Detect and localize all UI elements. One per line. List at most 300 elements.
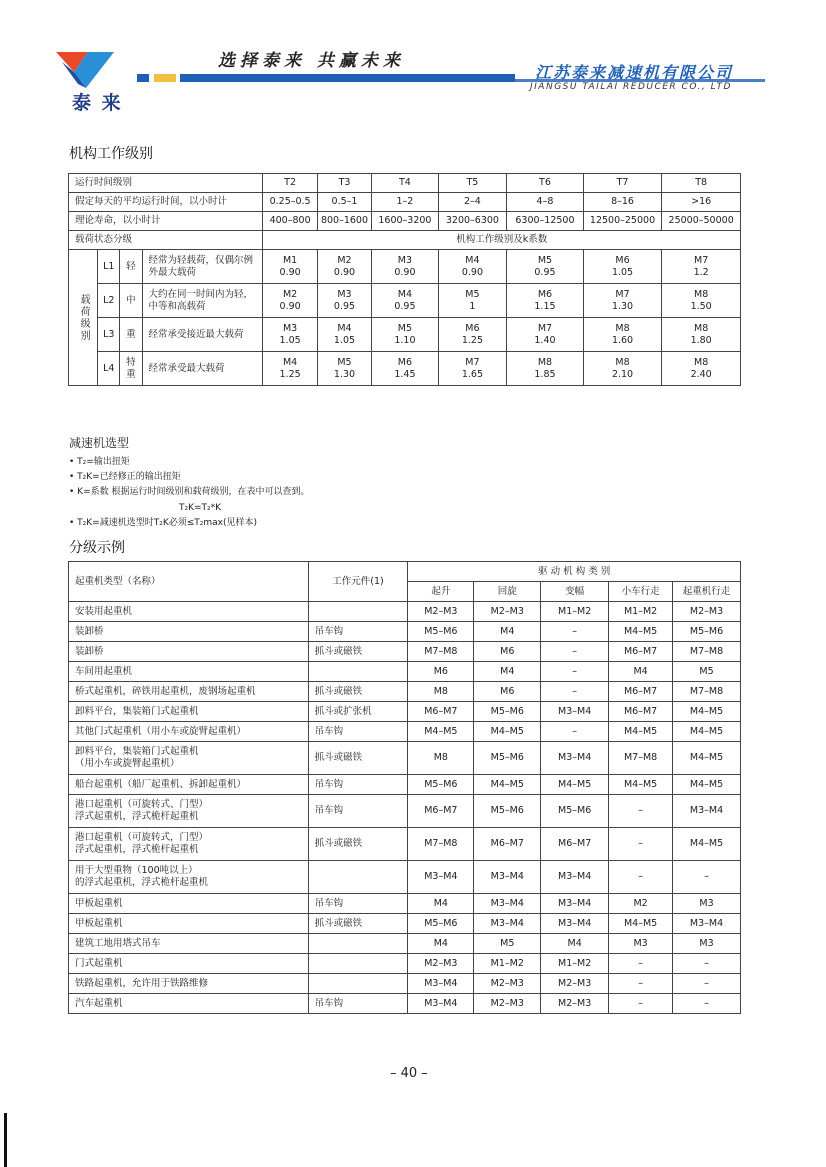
mechanism-class: M5 (337, 356, 352, 368)
work-element: 抓斗或磁铁 (308, 642, 408, 662)
table-cell: M6–M7 (408, 795, 474, 828)
table-cell: M1–M2 (474, 954, 541, 974)
table-row (69, 795, 741, 828)
crane-type: 铁路起重机，允许用于铁路维修 (69, 974, 309, 994)
class-k-cell (263, 284, 317, 318)
k-factor: 1.85 (534, 368, 556, 380)
table-row (69, 994, 741, 1014)
table-cell: – (609, 828, 673, 861)
k-factor: 1.50 (690, 300, 712, 312)
work-element: 吊车钩 (308, 775, 408, 795)
class-k-cell (317, 284, 371, 318)
crane-type: 船台起重机（船厂起重机、拆卸起重机） (69, 775, 309, 795)
k-factor: 1.05 (279, 334, 301, 346)
load-level: 重 (120, 318, 142, 352)
k-factor: 1.65 (461, 368, 483, 380)
class-k-cell (662, 250, 741, 284)
crane-type: 卸料平台，集装箱门式起重机 (69, 702, 309, 722)
note-formula: T₂K=T₂*K (179, 503, 222, 513)
row-label: 运行时间级别 (69, 174, 263, 193)
mechanism-class: M8 (537, 356, 553, 368)
work-element: 抓斗或扩张机 (308, 702, 408, 722)
crane-type: 其他门式起重机（用小车或旋臂起重机） (69, 722, 309, 742)
crane-type: 装卸桥 (69, 622, 309, 642)
table-cell: – (541, 722, 609, 742)
table-cell: M3–M4 (408, 861, 474, 894)
k-factor: 1.80 (690, 334, 712, 346)
table-row (69, 702, 741, 722)
mechanism-class: M6 (537, 288, 553, 300)
table-row (69, 861, 741, 894)
subheader-cell: 变幅 (541, 582, 609, 602)
table-cell: M5 (474, 934, 541, 954)
k-factor: 1.25 (461, 334, 483, 346)
table-cell: M7–M8 (408, 828, 474, 861)
row-daily-hours (69, 193, 741, 212)
work-element: 吊车钩 (308, 622, 408, 642)
table-cell: T5 (438, 174, 507, 193)
table-cell: – (609, 994, 673, 1014)
table-cell: M3–M4 (541, 702, 609, 722)
table-cell: M8 (408, 742, 474, 775)
table-cell: M3–M4 (541, 914, 609, 934)
k-factor: 0.90 (279, 266, 301, 278)
k-factor: 0.95 (534, 266, 556, 278)
table-cell: M5–M6 (408, 622, 474, 642)
table-cell: 4–8 (507, 193, 584, 212)
mechanism-class: M5 (537, 254, 553, 266)
table-cell: M4 (408, 894, 474, 914)
mechanism-class: M6 (465, 322, 480, 334)
load-desc: 经常承受接近最大载荷 (142, 318, 263, 352)
table-cell: M3–M4 (408, 974, 474, 994)
k-factor: 1.60 (611, 334, 634, 346)
k-factor: 1.25 (279, 368, 301, 380)
table-cell: M7–M8 (408, 642, 474, 662)
table-row (69, 682, 741, 702)
table-cell: M4 (609, 662, 673, 682)
work-element (308, 974, 408, 994)
class-k-cell (317, 318, 371, 352)
mechanism-class: M8 (615, 322, 630, 334)
table-cell: – (609, 861, 673, 894)
mechanism-class: M4 (282, 356, 298, 368)
table-cell: M4–M5 (673, 722, 741, 742)
crane-type: 用于大型重物（100吨以上） 的浮式起重机，浮式桅杆起重机 (69, 861, 309, 894)
table-row (69, 602, 741, 622)
class-k-cell (583, 284, 662, 318)
class-k-cell (317, 352, 371, 386)
mechanism-class: M8 (615, 356, 630, 368)
table-cell: M2–M3 (541, 994, 609, 1014)
table-cell: 12500–25000 (583, 212, 662, 231)
subheader-cell: 起重机行走 (673, 582, 741, 602)
crane-type: 车间用起重机 (69, 662, 309, 682)
table-cell: M1–M2 (609, 602, 673, 622)
class-k-cell (507, 250, 584, 284)
company-name-en: JIANGSU TAILAI REDUCER CO., LTD (530, 82, 732, 92)
logo-text: 泰 来 (72, 92, 123, 114)
crane-type: 甲板起重机 (69, 894, 309, 914)
table-cell: – (541, 642, 609, 662)
class-k-cell (372, 250, 438, 284)
table-cell: >16 (662, 193, 741, 212)
table-cell: M4 (474, 662, 541, 682)
table-cell: M3–M4 (474, 861, 541, 894)
col-work-element: 工作元件(1) (308, 562, 408, 602)
k-factor: 1.05 (611, 266, 634, 278)
table-cell: 0.5–1 (317, 193, 371, 212)
table-cell: M4–M5 (408, 722, 474, 742)
table-cell: M2–M3 (474, 994, 541, 1014)
mechanism-class: M3 (282, 322, 298, 334)
table-cell: M4–M5 (609, 914, 673, 934)
table-cell: M1–M2 (541, 954, 609, 974)
crane-type: 甲板起重机 (69, 914, 309, 934)
table-cell: M3–M4 (474, 914, 541, 934)
work-element: 抓斗或磁铁 (308, 828, 408, 861)
k-factor: 0.90 (279, 300, 301, 312)
k-factor: 1 (469, 300, 476, 312)
mechanism-class: M1 (282, 254, 298, 266)
class-k-cell (372, 352, 438, 386)
table-cell: M4 (541, 934, 609, 954)
page-number: – 40 – (390, 1066, 428, 1081)
slogan: 选择泰来 共赢未来 (218, 51, 405, 71)
table-cell: M2–M3 (474, 602, 541, 622)
table-cell: M6–M7 (609, 682, 673, 702)
table-cell: M3 (609, 934, 673, 954)
mechanism-class: M2 (282, 288, 298, 300)
class-k-cell (263, 318, 317, 352)
note-item: • T₂K=已经修正的输出扭矩 (69, 472, 181, 482)
class-k-cell (438, 318, 507, 352)
k-factor: 2.40 (690, 368, 712, 380)
subheader-cell: 起升 (408, 582, 474, 602)
mechanism-class: M4 (465, 254, 480, 266)
crane-type: 安装用起重机 (69, 602, 309, 622)
table-cell: M6–M7 (541, 828, 609, 861)
class-k-cell (507, 352, 584, 386)
table-cell: M4–M5 (673, 742, 741, 775)
work-element: 抓斗或磁铁 (308, 914, 408, 934)
k-factor: 0.95 (333, 300, 356, 312)
table-cell: M2 (609, 894, 673, 914)
table-row (69, 934, 741, 954)
table-cell: M1–M2 (541, 602, 609, 622)
col-crane-type: 起重机类型（名称） (69, 562, 309, 602)
mechanism-class: M4 (337, 322, 352, 334)
load-desc: 大约在同一时间内为轻，中等和高载荷 (142, 284, 263, 318)
table-cell: M5–M6 (408, 775, 474, 795)
class-k-cell (438, 250, 507, 284)
table-cell: M3–M4 (673, 795, 741, 828)
crane-type: 建筑工地用塔式吊车 (69, 934, 309, 954)
row-time-class (69, 174, 741, 193)
work-element (308, 662, 408, 682)
table-row (69, 662, 741, 682)
table-cell: M2–M3 (541, 974, 609, 994)
table-cell: 800–1600 (317, 212, 371, 231)
table-cell: 3200–6300 (438, 212, 507, 231)
table-cell: M2–M3 (474, 974, 541, 994)
load-level: 特重 (120, 352, 142, 386)
class-k-cell (507, 284, 584, 318)
table-cell: 1–2 (372, 193, 438, 212)
header-row (69, 562, 741, 582)
class-k-cell (583, 318, 662, 352)
table-row (69, 722, 741, 742)
table-cell: – (609, 795, 673, 828)
table-cell: M6–M7 (408, 702, 474, 722)
crane-type: 门式起重机 (69, 954, 309, 974)
table-row (69, 894, 741, 914)
work-element (308, 934, 408, 954)
class-k-cell (263, 250, 317, 284)
row-load-l4 (69, 352, 741, 386)
table-cell: M4–M5 (609, 775, 673, 795)
table-cell: T4 (372, 174, 438, 193)
reducer-selection-notes (69, 434, 309, 531)
table-cell: M5–M6 (673, 622, 741, 642)
mechanism-class: M6 (397, 356, 413, 368)
table-cell: M8 (408, 682, 474, 702)
table-cell: M4–M5 (474, 775, 541, 795)
k-factor: 1.05 (333, 334, 356, 346)
mechanism-class: M3 (397, 254, 413, 266)
table-cell: 2–4 (438, 193, 507, 212)
work-element (308, 602, 408, 622)
mechanism-class: M7 (694, 254, 709, 266)
load-level: 中 (120, 284, 142, 318)
class-k-cell (438, 352, 507, 386)
table-cell: M4–M5 (673, 828, 741, 861)
crane-type: 汽车起重机 (69, 994, 309, 1014)
table-cell: M3 (673, 934, 741, 954)
table-cell: 8–16 (583, 193, 662, 212)
note-item: • K=系数 根据运行时间级别和载荷级别，在表中可以查到。 (69, 487, 310, 497)
class-k-cell (662, 318, 741, 352)
table-cell: – (673, 994, 741, 1014)
table-cell: M7–M8 (673, 642, 741, 662)
load-code: L3 (98, 318, 120, 352)
table-row (69, 775, 741, 795)
table-row (69, 828, 741, 861)
table-row (69, 954, 741, 974)
table-cell: M5–M6 (408, 914, 474, 934)
table-cell: M4 (474, 622, 541, 642)
state-span-header: 机构工作级别及k系数 (263, 231, 741, 250)
table-cell: M4–M5 (673, 775, 741, 795)
company-name-cn: 江苏泰来减速机有限公司 (535, 63, 734, 82)
header-bar-blue (180, 74, 515, 82)
table-cell: M3–M4 (541, 861, 609, 894)
table-row (69, 914, 741, 934)
work-element (308, 954, 408, 974)
class-k-cell (372, 318, 438, 352)
mechanism-class: M5 (397, 322, 413, 334)
class-k-cell (583, 250, 662, 284)
crane-type: 桥式起重机，碎铁用起重机，废钢场起重机 (69, 682, 309, 702)
table-cell: M3–M4 (673, 914, 741, 934)
table-row (69, 974, 741, 994)
table-cell: – (541, 662, 609, 682)
section-title-examples: 分级示例 (69, 540, 125, 556)
table-cell: – (673, 974, 741, 994)
mechanism-class: M7 (615, 288, 630, 300)
load-code: L4 (98, 352, 120, 386)
mechanism-class: M2 (337, 254, 352, 266)
work-element (308, 861, 408, 894)
k-factor: 0.90 (461, 266, 483, 278)
table-cell: M5 (673, 662, 741, 682)
crane-type: 装卸桥 (69, 642, 309, 662)
table-cell: M5–M6 (474, 702, 541, 722)
table-cell: M2–M3 (408, 602, 474, 622)
table-cell: M3–M4 (408, 994, 474, 1014)
class-k-cell (507, 318, 584, 352)
class-k-cell (662, 352, 741, 386)
class-k-cell (263, 352, 317, 386)
table-cell: M6–M7 (609, 702, 673, 722)
table-cell: M6–M7 (474, 828, 541, 861)
mechanism-class: M3 (337, 288, 352, 300)
work-class-table (68, 173, 741, 386)
table-cell: M4 (408, 934, 474, 954)
table-cell: 25000–50000 (662, 212, 741, 231)
table-cell: 6300–12500 (507, 212, 584, 231)
table-cell: – (609, 954, 673, 974)
table-cell: – (673, 954, 741, 974)
load-level: 轻 (120, 250, 142, 284)
table-cell: M6 (474, 642, 541, 662)
table-cell: M6 (474, 682, 541, 702)
table-cell: M3–M4 (541, 742, 609, 775)
table-cell: M2–M3 (408, 954, 474, 974)
table-cell: T7 (583, 174, 662, 193)
mechanism-class: M8 (694, 356, 709, 368)
table-cell: M6 (408, 662, 474, 682)
table-cell: M7–M8 (609, 742, 673, 775)
row-label: 理论寿命，以小时计 (69, 212, 263, 231)
class-k-cell (662, 284, 741, 318)
table-cell: M4–M5 (609, 622, 673, 642)
k-factor: 1.45 (394, 368, 416, 380)
load-code: L1 (98, 250, 120, 284)
work-element: 吊车钩 (308, 994, 408, 1014)
table-cell: – (609, 974, 673, 994)
row-load-l1 (69, 250, 741, 284)
crane-type: 港口起重机（可旋转式、门型） 浮式起重机，浮式桅杆起重机 (69, 795, 309, 828)
row-load-state (69, 231, 741, 250)
class-k-cell (317, 250, 371, 284)
load-desc: 经常为轻载荷，仅偶尔例外最大载荷 (142, 250, 263, 284)
class-k-cell (372, 284, 438, 318)
work-element: 吊车钩 (308, 722, 408, 742)
row-theoretical-life (69, 212, 741, 231)
row-load-l3 (69, 318, 741, 352)
table-cell: – (673, 861, 741, 894)
table-cell: 1600–3200 (372, 212, 438, 231)
table-cell: M5–M6 (474, 795, 541, 828)
load-desc: 经常承受最大载荷 (142, 352, 263, 386)
table-cell: M2–M3 (673, 602, 741, 622)
table-row (69, 742, 741, 775)
k-factor: 0.95 (394, 300, 416, 312)
scan-edge-mark (4, 1113, 7, 1167)
table-cell: M4–M5 (673, 702, 741, 722)
table-cell: T2 (263, 174, 317, 193)
mechanism-class: M7 (465, 356, 480, 368)
section-title-work-class: 机构工作级别 (69, 146, 153, 162)
mechanism-class: M8 (694, 322, 709, 334)
table-cell: 400–800 (263, 212, 317, 231)
k-factor: 1.30 (333, 368, 356, 380)
table-cell: M4–M5 (474, 722, 541, 742)
mechanism-class: M7 (537, 322, 553, 334)
table-cell: M4–M5 (609, 722, 673, 742)
table-cell: M7–M8 (673, 682, 741, 702)
table-row (69, 622, 741, 642)
table-cell: T3 (317, 174, 371, 193)
k-factor: 2.10 (611, 368, 634, 380)
table-cell: M5–M6 (541, 795, 609, 828)
k-factor: 1.10 (394, 334, 416, 346)
row-label: 载荷状态分级 (69, 231, 263, 250)
mechanism-class: M6 (615, 254, 630, 266)
crane-type: 卸料平台，集装箱门式起重机 （用小车或旋臂起重机） (69, 742, 309, 775)
crane-type: 港口起重机（可旋转式，门型） 浮式起重机，浮式桅杆起重机 (69, 828, 309, 861)
k-factor: 1.40 (534, 334, 556, 346)
subheader-cell: 回旋 (474, 582, 541, 602)
table-cell: 0.25–0.5 (263, 193, 317, 212)
note-item: • T₂=输出扭矩 (69, 457, 130, 467)
table-cell: M6–M7 (609, 642, 673, 662)
table-cell: M3 (673, 894, 741, 914)
work-element: 抓斗或磁铁 (308, 742, 408, 775)
k-factor: 0.90 (333, 266, 356, 278)
load-code: L2 (98, 284, 120, 318)
note-item: • T₂K=减速机选型时T₂K必须≤T₂max(见样本) (69, 518, 258, 528)
work-element: 吊车钩 (308, 795, 408, 828)
subheader-cell: 小车行走 (609, 582, 673, 602)
table-cell: – (541, 682, 609, 702)
k-factor: 0.90 (394, 266, 416, 278)
header-bar-yellow (154, 74, 176, 82)
class-k-cell (583, 352, 662, 386)
mechanism-class: M4 (397, 288, 413, 300)
col-drive-mechanism: 驱 动 机 构 类 别 (408, 562, 741, 582)
classification-example-table (68, 561, 741, 1014)
k-factor: 1.2 (693, 266, 709, 278)
notes-title: 减速机选型 (69, 436, 130, 450)
table-cell: T8 (662, 174, 741, 193)
mechanism-class: M8 (694, 288, 709, 300)
table-cell: – (541, 622, 609, 642)
k-factor: 1.30 (611, 300, 634, 312)
row-load-l2 (69, 284, 741, 318)
k-factor: 1.15 (534, 300, 556, 312)
row-label: 假定每天的平均运行时间，以小时计 (69, 193, 263, 212)
table-cell: M3–M4 (541, 894, 609, 914)
table-cell: M3–M4 (474, 894, 541, 914)
class-k-cell (438, 284, 507, 318)
table-cell: M4–M5 (541, 775, 609, 795)
table-row (69, 642, 741, 662)
header-bar-blue-small (137, 74, 149, 82)
work-element: 吊车钩 (308, 894, 408, 914)
mechanism-class: M5 (465, 288, 480, 300)
